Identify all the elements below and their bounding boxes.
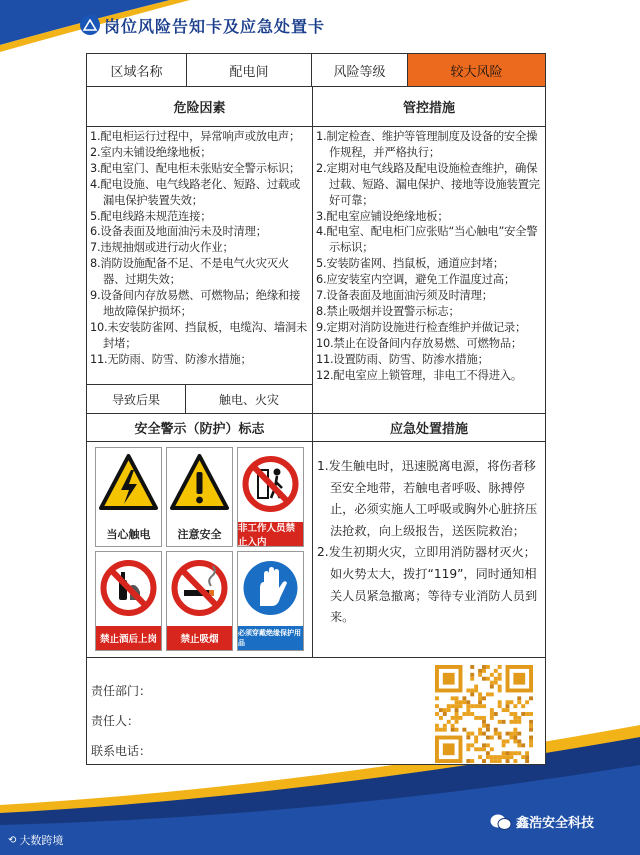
no-smoking-icon	[167, 552, 232, 626]
sign-caption: 必须穿戴绝缘保护用品	[238, 626, 303, 650]
sign-no-entry	[237, 447, 304, 547]
sign-no-drinking	[95, 551, 162, 651]
no-drinking-icon	[96, 552, 161, 626]
sign-caption: 禁止吸烟	[167, 626, 232, 650]
wear-insulating-gloves-icon	[238, 552, 303, 626]
emergency-list	[317, 456, 541, 629]
controls-heading: 管控措施	[313, 87, 545, 127]
emergency-item: 1.发生触电时，迅速脱离电源，将伤者移至安全地带，若触电者呼吸、脉搏停止，必须实施人工呼吸或胸外心脏挤压法抢救，向上级报告，送医院救治；	[317, 459, 538, 538]
control-item: 10.禁止在设备间内存放易燃、可燃物品；	[316, 336, 523, 350]
column-divider	[312, 87, 313, 657]
responsible-dept-label: 责任部门：	[91, 684, 152, 698]
control-item: 6.应安装室内空调，避免工作温度过高；	[316, 273, 516, 287]
control-item: 7.设备表面及地面油污须及时清理；	[316, 289, 493, 303]
brand-name: 鑫浩安全科技	[516, 816, 595, 831]
hazard-item: 1.配电柜运行过程中，异常响声或放电声；	[90, 130, 301, 143]
contact-phone-label: 联系电话：	[91, 744, 152, 758]
emergency-heading: 应急处置措施	[313, 414, 545, 442]
qr-code	[432, 665, 536, 763]
site-name: 大数跨境	[19, 834, 64, 847]
caution-exclamation-icon	[167, 448, 232, 522]
section-divider	[87, 657, 545, 658]
sign-caption: 非工作人员禁止入内	[238, 522, 303, 546]
hazard-item: 6.设备表面及地面油污未及时清理；	[90, 225, 267, 239]
hazard-item: 9.设备间内存放易燃、可燃物品；绝缘和接地故障保护损坏；	[90, 289, 301, 318]
hazards-heading: 危险因素	[87, 87, 312, 127]
area-label: 区域名称	[87, 54, 187, 86]
risk-card	[86, 53, 546, 765]
area-value: 配电间	[187, 54, 312, 86]
hazard-item: 4.配电设施、电气线路老化、短路、过载或漏电保护装置失效；	[90, 177, 301, 207]
control-item: 1.制定检查、维护等管理制度及设备的安全操作规程，并严格执行；	[316, 130, 538, 159]
control-item: 9.定期对消防设施进行检查维护并做记录；	[316, 320, 527, 334]
controls-list	[316, 129, 542, 384]
page-title: 岗位风险告知卡及应急处置卡	[104, 16, 326, 36]
electric-shock-warning-icon	[96, 448, 161, 522]
brand-watermark	[490, 812, 594, 831]
control-item: 8.禁止吸烟并设置警示标志；	[316, 304, 460, 318]
risk-level-label: 风险等级	[312, 54, 408, 86]
sign-no-smoking	[166, 551, 233, 651]
sign-wear-gloves	[237, 551, 304, 651]
hazard-item: 2.室内未铺设绝缘地板；	[90, 145, 212, 159]
hazard-item: 10.未安装防雀网、挡鼠板，电缆沟、墙洞未封堵；	[90, 320, 308, 350]
sign-caption: 当心触电	[106, 528, 151, 541]
emergency-item: 2.发生初期火灾，立即用消防器材灭火；如火势太大，拨打“119”，同时通知相关人员紧急撤离；等待专业消防人员到来。	[317, 545, 538, 625]
hazard-item: 8.消防设施配备不足、不是电气火灾灭火器、过期失效；	[90, 257, 290, 287]
card-header	[80, 10, 325, 40]
control-item: 5.安装防雀网、挡鼠板，通道应封堵；	[316, 257, 504, 271]
sign-caution	[166, 447, 233, 547]
consequence-value: 触电、火灾	[218, 393, 279, 407]
sign-caption: 注意安全	[177, 528, 222, 541]
consequence-label: 导致后果	[87, 385, 186, 414]
site-logo-icon: ⟲	[8, 834, 17, 846]
no-entry-person-icon	[238, 448, 303, 522]
control-item: 3.配电室应铺设绝缘地板；	[316, 209, 449, 223]
control-item: 4.配电室、配电柜门应张贴“当心触电”安全警示标识；	[316, 225, 538, 255]
consequence-row	[87, 384, 312, 414]
control-item: 2.定期对电气线路及配电设施检查维护，确保过载、短路、漏电保护、接地等设施装置完好可靠；	[316, 161, 540, 207]
sign-electric-shock	[95, 447, 162, 547]
hazard-item: 5.配电线路未规范连接；	[90, 209, 212, 223]
responsible-person-label: 责任人：	[91, 714, 140, 728]
hazard-item: 7.违规抽烟或进行动火作业；	[90, 241, 234, 255]
hazards-list	[90, 129, 310, 368]
sign-caption: 禁止酒后上岗	[96, 626, 161, 650]
hazard-item: 3.配电室门、配电柜未张贴安全警示标识；	[90, 161, 301, 175]
risk-level-value: 较大风险	[408, 54, 545, 86]
control-item: 12.配电室应上锁管理，非电工不得进入。	[316, 368, 523, 382]
signs-heading: 安全警示（防护）标志	[87, 414, 312, 442]
info-row	[87, 54, 545, 87]
hazard-item: 11.无防雨、防雪、防渗水措施；	[90, 352, 252, 366]
control-item: 11.设置防雨、防雪、防渗水措施；	[316, 352, 489, 366]
site-watermark	[8, 832, 63, 848]
warning-triangle-icon	[80, 15, 100, 35]
wechat-icon	[490, 813, 512, 831]
